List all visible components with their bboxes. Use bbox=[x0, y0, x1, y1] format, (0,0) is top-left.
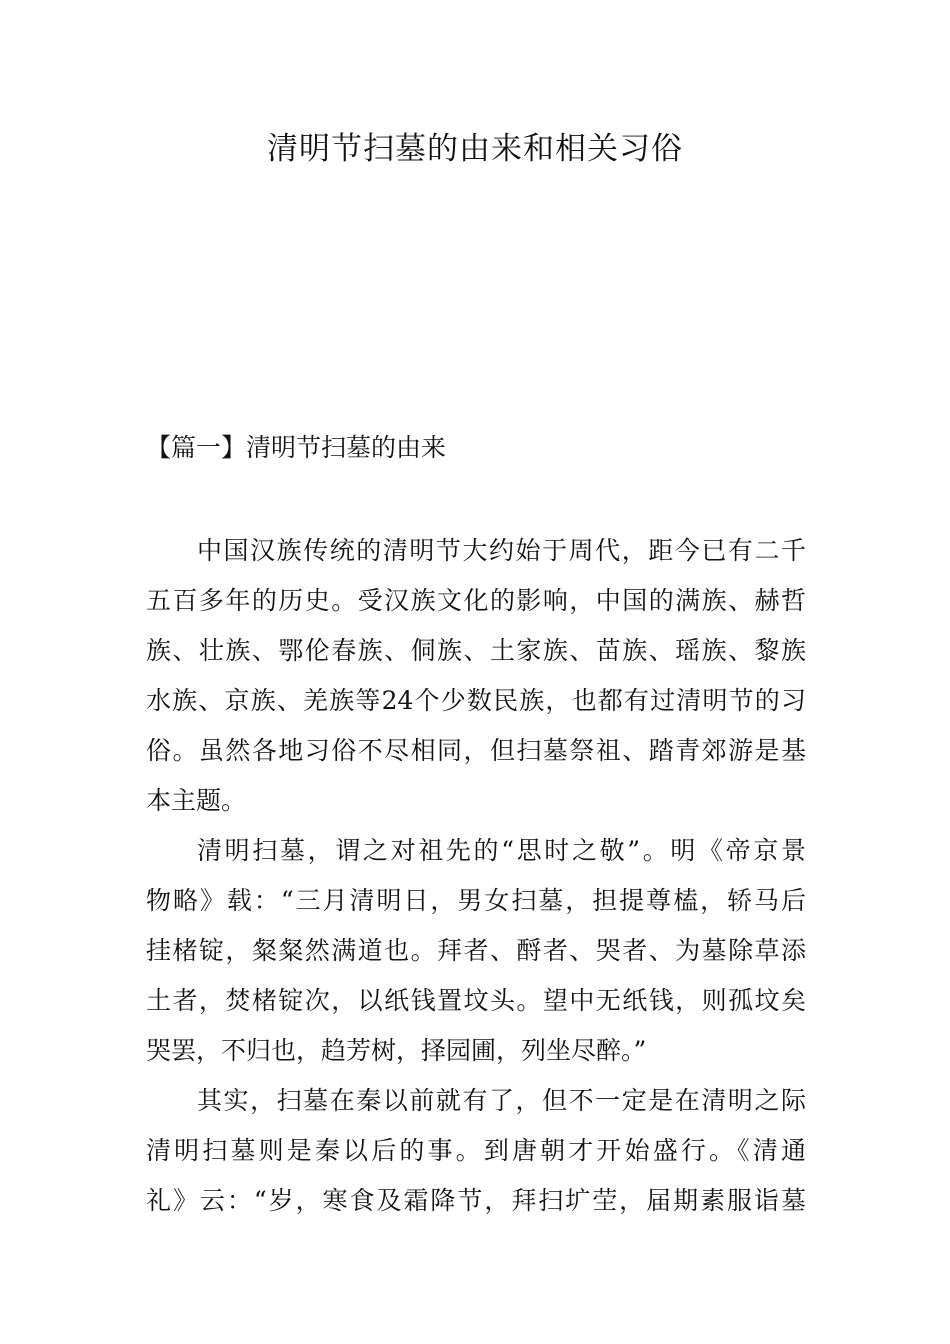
paragraph bbox=[146, 526, 806, 826]
page-title: 清明节扫墓的由来和相关习俗 bbox=[267, 131, 683, 167]
text-line: 水族、京族、羌族等24个少数民族，也都有过清明节的习 bbox=[146, 686, 806, 715]
text-line: 本主题。 bbox=[146, 786, 247, 815]
text-line: 清明扫墓则是秦以后的事。到唐朝才开始盛行。《清通 bbox=[146, 1136, 806, 1165]
text-line: 清明扫墓，谓之对祖先的“思时之敬”。明《帝京景 bbox=[197, 836, 806, 865]
body-text bbox=[146, 526, 806, 1226]
text-line: 挂楮锭，粲粲然满道也。拜者、酹者、哭者、为墓除草添 bbox=[146, 936, 806, 965]
text-line: 俗。虽然各地习俗不尽相同，但扫墓祭祖、踏青郊游是基 bbox=[146, 736, 806, 765]
text-line: 物略》载：“三月清明日，男女扫墓，担提尊榼，轿马后 bbox=[146, 886, 806, 915]
section-heading: 【篇一】清明节扫墓的由来 bbox=[146, 433, 447, 462]
text-line: 族、壮族、鄂伦春族、侗族、土家族、苗族、瑶族、黎族 bbox=[146, 636, 806, 665]
text-line: 哭罢，不归也，趋芳树，择园圃，列坐尽醉。” bbox=[146, 1036, 647, 1065]
paragraph bbox=[146, 1076, 806, 1226]
text-line: 土者，焚楮锭次，以纸钱置坟头。望中无纸钱，则孤坟矣 bbox=[146, 986, 806, 1015]
text-line: 其实，扫墓在秦以前就有了，但不一定是在清明之际 bbox=[197, 1086, 806, 1115]
text-line: 礼》云：“岁，寒食及霜降节，拜扫圹茔，届期素服诣墓 bbox=[146, 1186, 806, 1215]
text-line: 中国汉族传统的清明节大约始于周代，距今已有二千 bbox=[197, 536, 806, 565]
paragraph bbox=[146, 826, 806, 1076]
text-line: 五百多年的历史。受汉族文化的影响，中国的满族、赫哲 bbox=[146, 586, 806, 615]
